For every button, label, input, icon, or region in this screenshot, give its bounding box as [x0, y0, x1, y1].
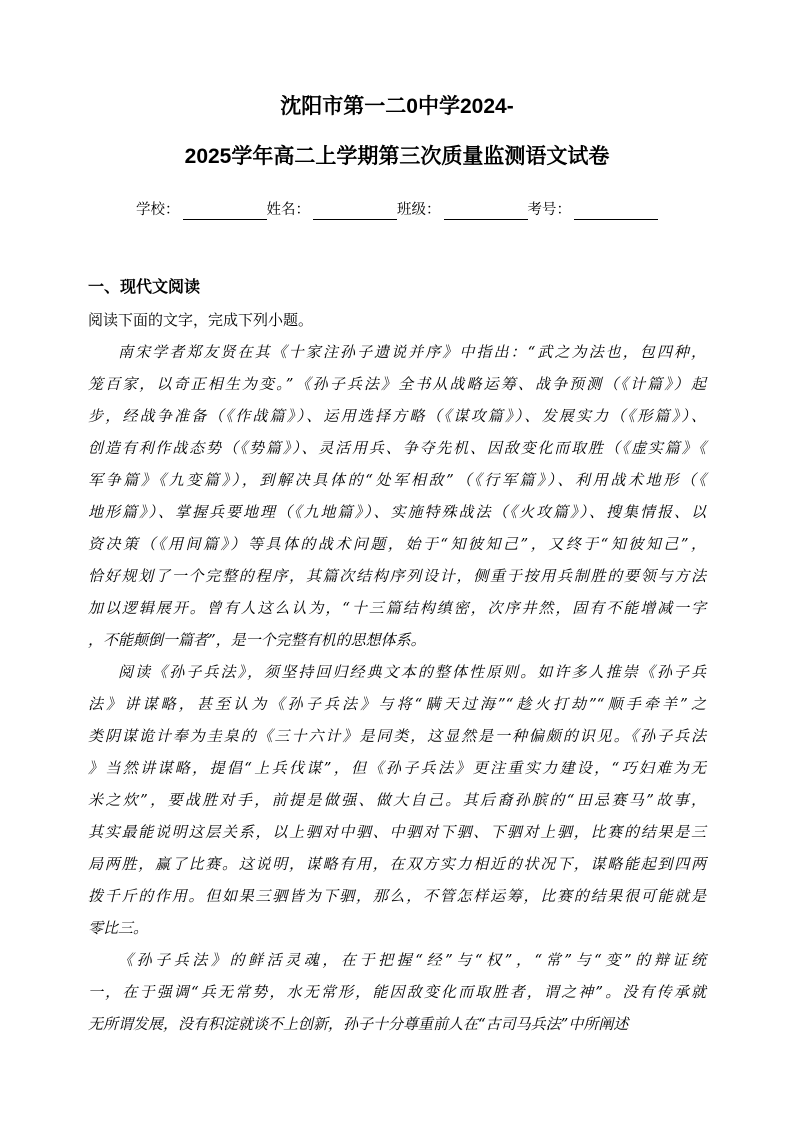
field-label: 考号：: [527, 202, 571, 218]
passage-paragraph-1-line-5: 军争篇》《九变篇》），到解决具体的“处军相敌”（《行军篇》）、利用战术地形（《: [88, 471, 706, 489]
field-label: 学校：: [136, 202, 180, 218]
passage-paragraph-2-line-8: 拨千斤的作用。但如果三驷皆为下驷，那么，不管怎样运筹，比赛的结果很可能就是: [88, 887, 706, 905]
exam-paper-page: [88, 0, 706, 1123]
passage-paragraph-2-line-7: 局两胜，赢了比赛。这说明，谋略有用，在双方实力相近的状况下，谋略能起到四两: [88, 855, 706, 873]
student-info-row: [88, 200, 706, 220]
field-label: 班级：: [397, 202, 441, 218]
passage-paragraph-1-line-4: 创造有利作战态势（《势篇》）、灵活用兵、争夺先机、因敌变化而取胜（《虚实篇》《: [88, 439, 706, 457]
fill-in-blank: [444, 202, 528, 220]
reading-instruction: 阅读下面的文字，完成下列小题。: [88, 311, 314, 329]
student-info-field-2: [397, 200, 528, 220]
passage-paragraph-3-line-3: 无所谓发展，没有积淀就谈不上创新，孙子十分尊重前人在“古司马兵法”中所阐述: [88, 1015, 629, 1033]
passage-paragraph-1-line-2: 笼百家，以奇正相生为变。”《孙子兵法》全书从战略运筹、战争预测（《计篇》）起: [88, 375, 706, 393]
fill-in-blank: [313, 202, 397, 220]
passage-paragraph-2-line-4: 》当然讲谋略，提倡“上兵伐谋”，但《孙子兵法》更注重实力建设，“巧妇难为无: [88, 759, 706, 777]
passage-paragraph-1-line-1: 南宋学者郑友贤在其《十家注孙子遗说并序》中指出：“武之为法也，包四种，: [118, 343, 706, 361]
passage-paragraph-1-line-6: 地形篇》）、掌握兵要地理（《九地篇》）、实施特殊战法（《火攻篇》）、搜集情报、以: [88, 503, 706, 521]
exam-title-line2: 2025学年高二上学期第三次质量监测语文试卷: [184, 145, 610, 168]
passage: [88, 336, 706, 1040]
passage-paragraph-1-line-8: 恰好规划了一个完整的程序，其篇次结构序列设计，侧重于按用兵制胜的要领与方法: [88, 567, 706, 585]
passage-paragraph-3-line-2: 一，在于强调“兵无常势，水无常形，能因敌变化而取胜者，谓之神”。没有传承就: [88, 983, 706, 1001]
field-label: 姓名：: [266, 202, 310, 218]
passage-paragraph-2-line-6: 其实最能说明这层关系，以上驷对中驷、中驷对下驷、下驷对上驷，比赛的结果是三: [88, 823, 706, 841]
passage-paragraph-1-line-3: 步，经战争准备（《作战篇》）、运用选择方略（《谋攻篇》）、发展实力（《形篇》）、: [88, 407, 706, 425]
section-heading: 一、现代文阅读: [88, 279, 201, 296]
passage-paragraph-2-line-9: 零比三。: [88, 919, 149, 937]
student-info-field-1: [267, 200, 398, 220]
exam-title-line1: 沈阳市第一二0中学2024-: [280, 95, 514, 118]
student-info-field-0: [136, 200, 267, 220]
passage-paragraph-2-line-3: 类阴谋诡计奉为圭臬的《三十六计》是同类，这显然是一种偏颇的识见。《孙子兵法: [88, 727, 706, 745]
passage-paragraph-2-line-2: 法》讲谋略，甚至认为《孙子兵法》与将“瞒天过海”“趁火打劫”“顺手牵羊”之: [88, 695, 706, 713]
passage-paragraph-1-line-9: 加以逻辑展开。曾有人这么认为，“十三篇结构缜密，次序井然，固有不能增减一字: [88, 599, 706, 617]
fill-in-blank: [183, 202, 267, 220]
passage-paragraph-3-line-1: 《孙子兵法》的鲜活灵魂，在于把握“经”与“权”，“常”与“变”的辩证统: [118, 951, 706, 969]
fill-in-blank: [574, 202, 658, 220]
student-info-field-3: [528, 200, 659, 220]
passage-paragraph-2-line-1: 阅读《孙子兵法》，须坚持回归经典文本的整体性原则。如许多人推崇《孙子兵: [118, 663, 706, 681]
passage-paragraph-2-line-5: 米之炊”，要战胜对手，前提是做强、做大自己。其后裔孙膑的“田忌赛马”故事，: [88, 791, 706, 809]
passage-paragraph-1-line-7: 资决策（《用间篇》）等具体的战术问题，始于“知彼知己”，又终于“知彼知己”，: [88, 535, 706, 553]
passage-paragraph-1-line-10: ，不能颠倒一篇者”，是一个完整有机的思想体系。: [88, 631, 426, 649]
exam-title: [88, 94, 706, 170]
